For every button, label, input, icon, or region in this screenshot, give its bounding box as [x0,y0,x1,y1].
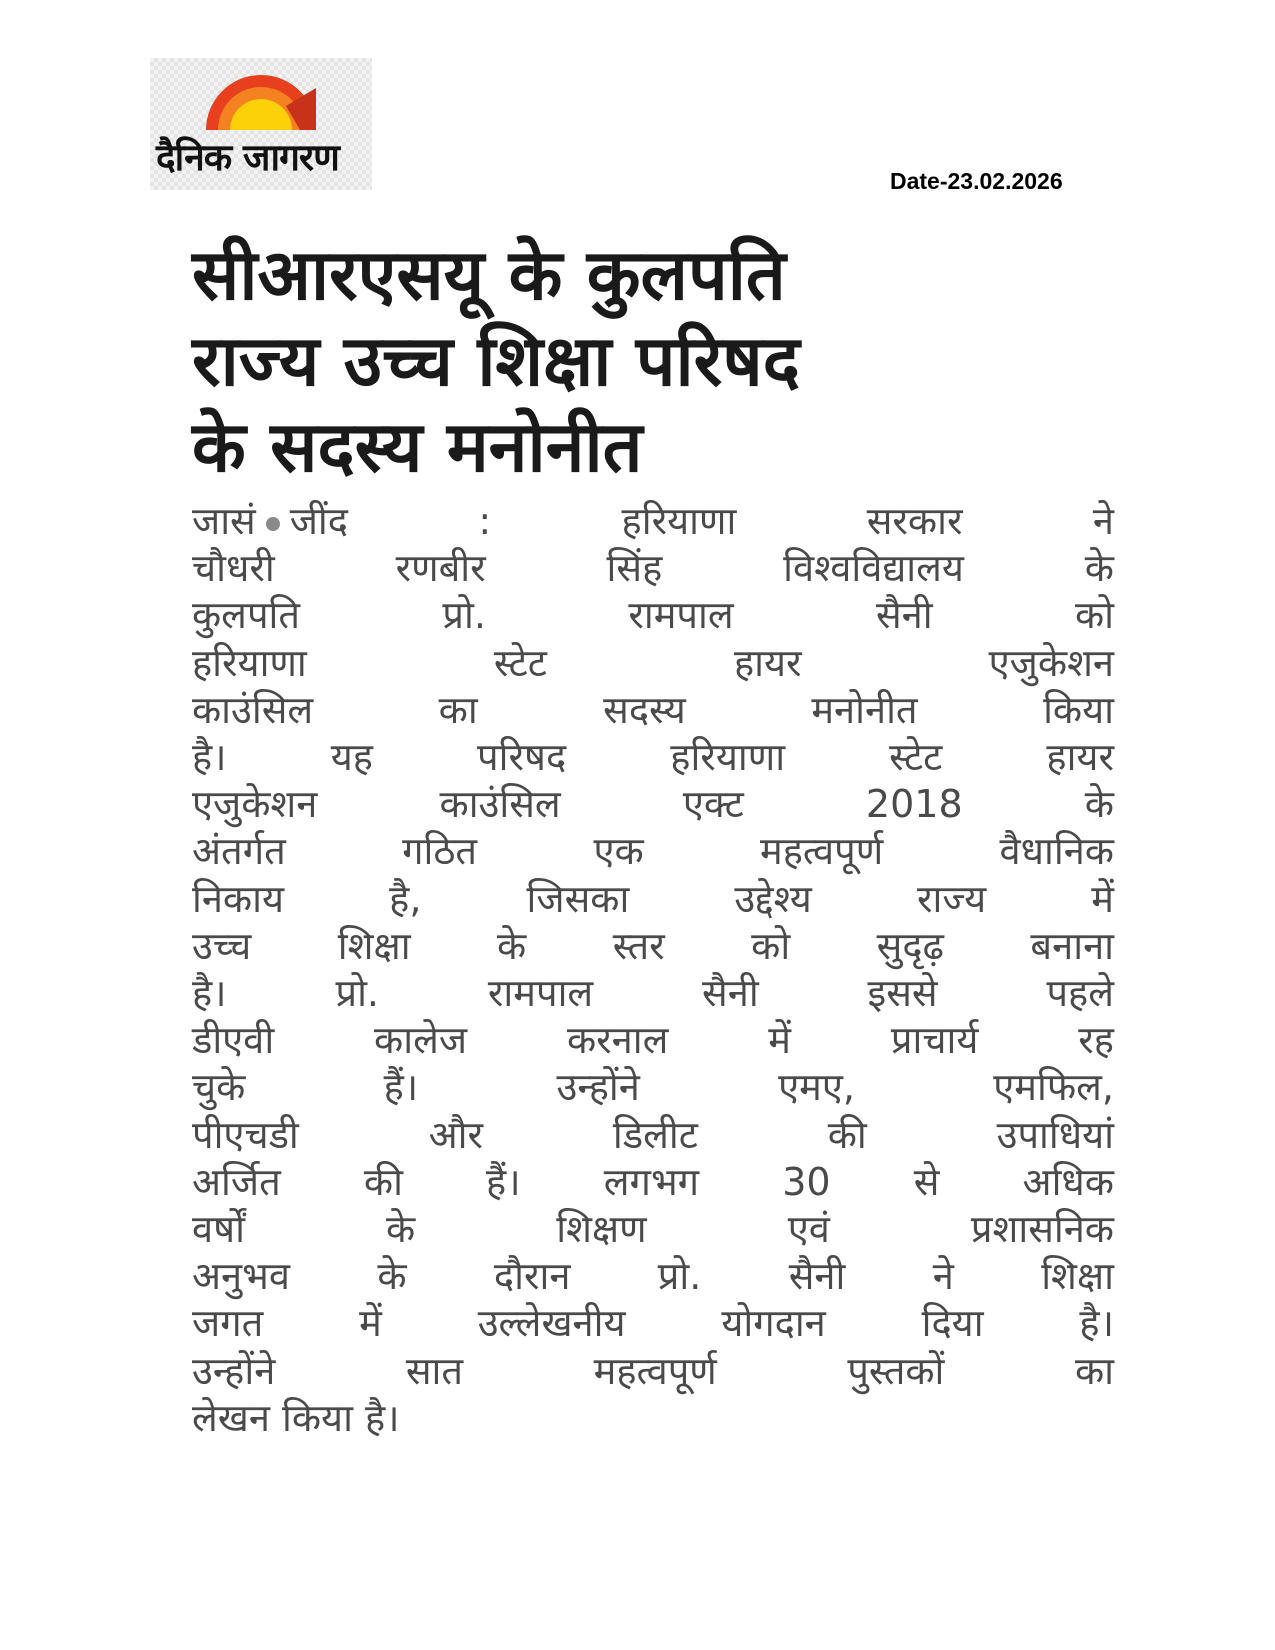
article-line: लेखन किया है। [192,1395,400,1440]
newspaper-masthead [150,58,372,190]
headline-line: राज्य उच्च शिक्षा परिषद [192,320,800,402]
article-place: जींद [289,499,348,543]
article-line: पीएचडी और डिलीट की उपाधियां [192,1112,1114,1157]
article-line: काउंसिल का सदस्य मनोनीत किया [192,687,1114,732]
bullet-dot-icon [266,517,280,531]
article-line: कुलपति प्रो. रामपाल सैनी को [192,593,1114,638]
article-line: वर्षों के शिक्षण एवं प्रशासनिक [192,1207,1114,1252]
article-line: डीएवी कालेज करनाल में प्राचार्य रह [192,1018,1114,1063]
article-line: उच्च शिक्षा के स्तर को सुदृढ़ बनाना [192,923,1114,968]
headline-line: के सदस्य मनोनीत [192,406,643,488]
article-line: जगत में उल्लेखनीय योगदान दिया है। [192,1301,1114,1346]
article-line: उन्होंने सात महत्वपूर्ण पुस्तकों का [192,1348,1114,1393]
article-source: जासं [192,499,256,543]
article-line: हरियाणा स्टेट हायर एजुकेशन [192,640,1114,685]
article-line: अंतर्गत गठित एक महत्वपूर्ण वैधानिक [192,829,1114,874]
article-line: है। यह परिषद हरियाणा स्टेट हायर [192,735,1114,780]
headline-line: सीआरएसयू के कुलपति [192,234,786,316]
article-headline [192,232,1122,490]
newspaper-name: दैनिक जागरण [156,136,339,179]
article-line: चुके हैं। उन्होंने एमए, एमफिल, [192,1065,1114,1110]
article-line: अर्जित की हैं। लगभग 30 से अधिक [192,1159,1114,1204]
rising-sun-logo-icon [204,66,318,132]
article-date: Date-23.02.2026 [890,168,1063,194]
article-body [192,498,1114,1442]
article-line [192,498,1114,545]
article-line: एजुकेशन काउंसिल एक्ट 2018 के [192,782,1114,827]
article-line: चौधरी रणबीर सिंह विश्वविद्यालय के [192,546,1114,591]
article-line: अनुभव के दौरान प्रो. सैनी ने शिक्षा [192,1254,1114,1299]
article-line-text: : हरियाणा सरकार ने [478,499,1114,543]
article-line: निकाय है, जिसका उद्देश्य राज्य में [192,876,1114,921]
article-line: है। प्रो. रामपाल सैनी इससे पहले [192,971,1114,1016]
